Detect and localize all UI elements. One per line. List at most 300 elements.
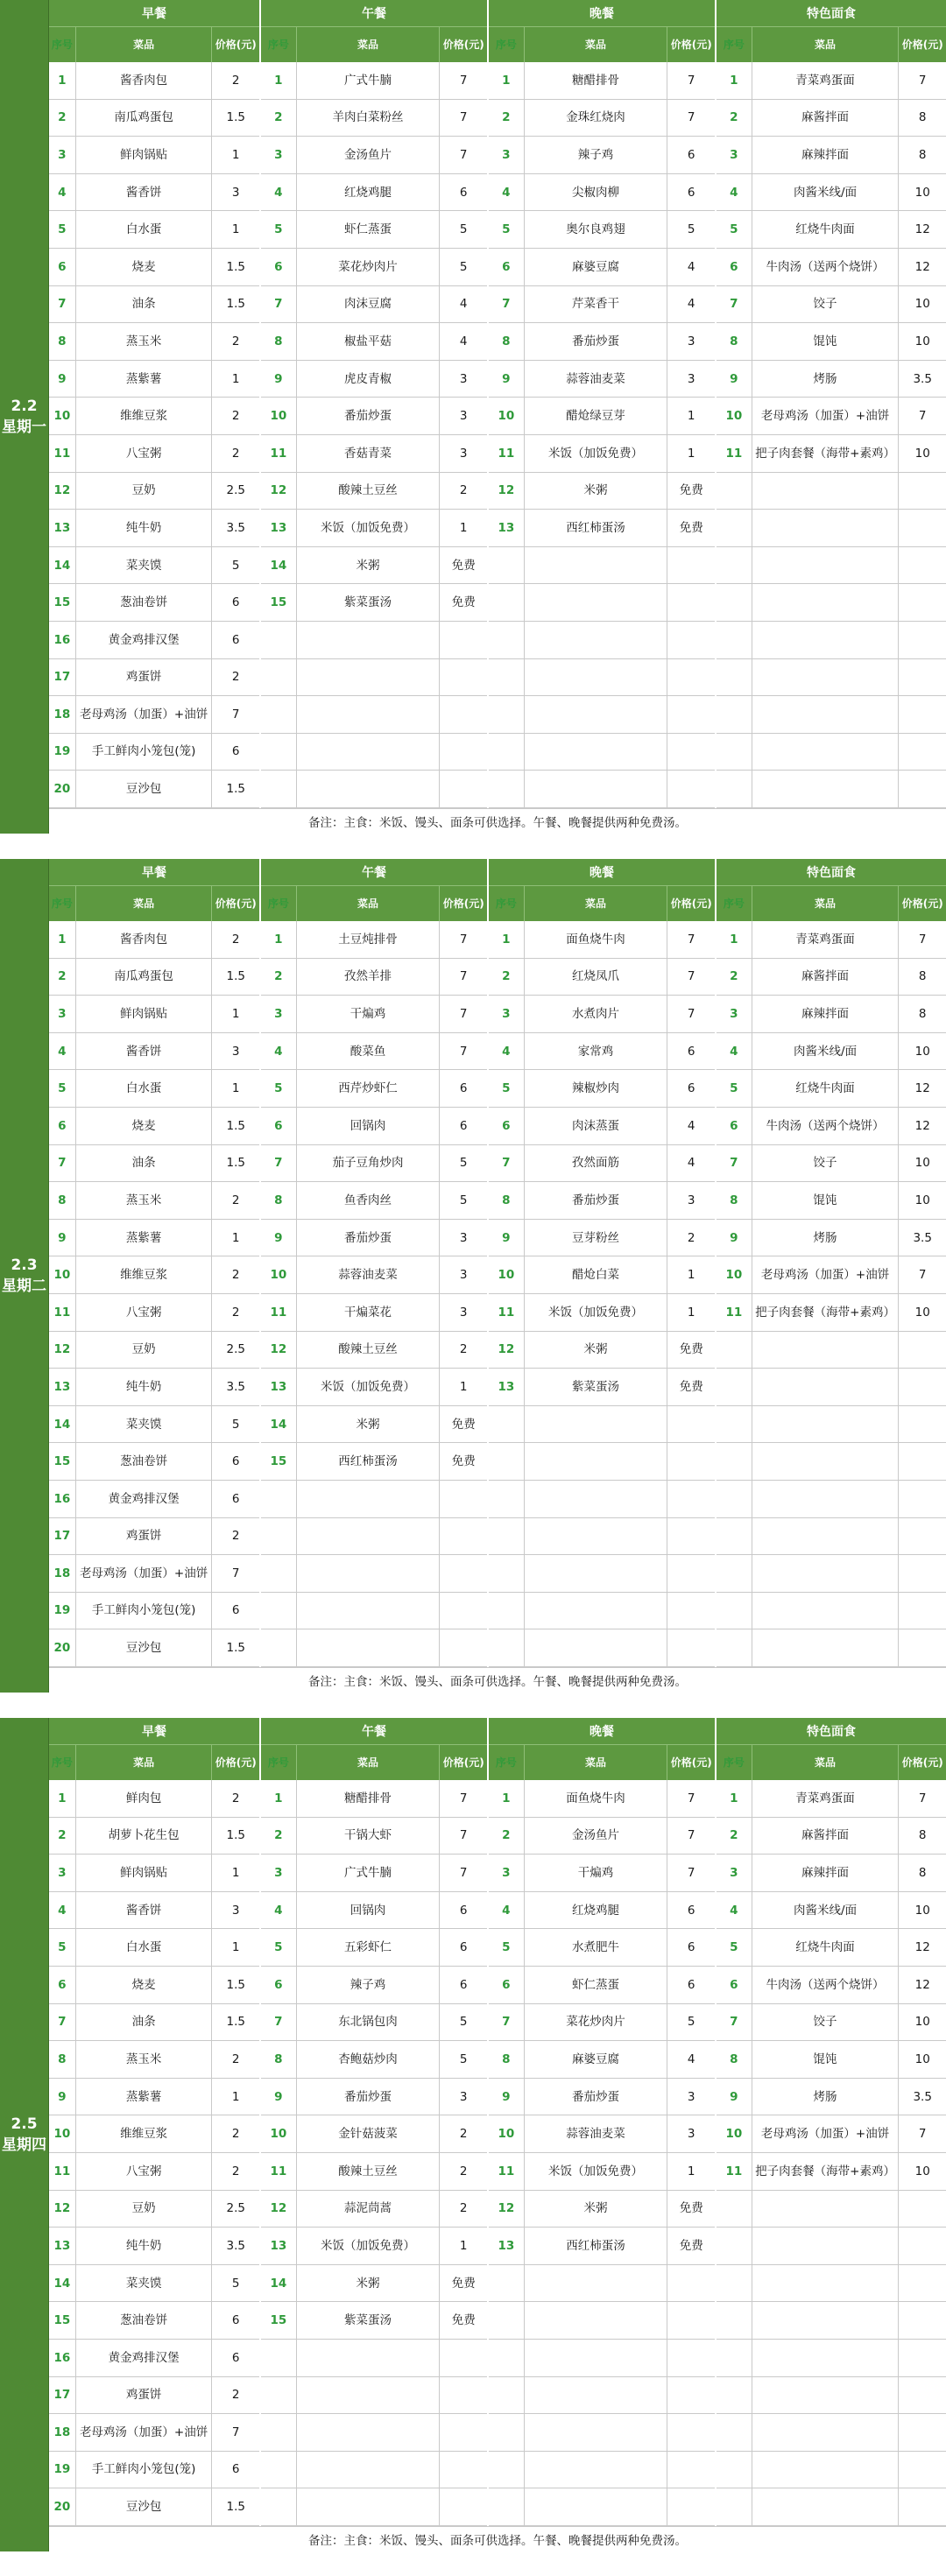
table-row xyxy=(489,2302,715,2340)
dish-price: 1.5 xyxy=(226,1118,245,1133)
row-index: 7 xyxy=(489,1145,525,1182)
dish-name: 孜然羊排 xyxy=(297,959,441,996)
col-price-header: 价格(元) xyxy=(901,897,943,910)
dish-price: 1.5 xyxy=(226,259,245,274)
table-row xyxy=(489,361,715,398)
dish-name xyxy=(752,2302,900,2339)
dish-price: 6 xyxy=(459,185,468,200)
dish-price: 3 xyxy=(231,185,240,200)
row-index: 10 xyxy=(49,1256,76,1293)
dish-price: 6 xyxy=(231,595,240,610)
table-row xyxy=(49,398,259,435)
dish-price: 6 xyxy=(231,632,240,647)
table-row xyxy=(49,1593,259,1630)
table-row xyxy=(717,473,946,510)
table-row xyxy=(261,1929,487,1967)
dish-name: 紫菜蛋汤 xyxy=(297,584,441,621)
dish-name: 蒸玉米 xyxy=(76,323,213,360)
dish-price: 2 xyxy=(231,2052,240,2066)
dish-name: 红烧牛肉面 xyxy=(752,211,900,248)
dish-name: 馄饨 xyxy=(752,1182,900,1219)
row-index xyxy=(717,1593,752,1629)
dish-name xyxy=(752,2340,900,2376)
row-index xyxy=(717,2265,752,2302)
dish-price: 免费 xyxy=(451,2276,476,2291)
col-price-header: 价格(元) xyxy=(901,1756,943,1769)
table-row xyxy=(717,510,946,547)
column-header xyxy=(717,1744,946,1780)
row-index: 4 xyxy=(489,174,525,211)
row-index: 2 xyxy=(49,959,76,996)
table-row xyxy=(717,1369,946,1406)
row-index: 3 xyxy=(49,996,76,1032)
section-title: 晚餐 xyxy=(489,0,715,26)
row-index: 10 xyxy=(489,2115,525,2152)
table-row xyxy=(489,100,715,137)
row-index: 7 xyxy=(261,2004,297,2041)
dish-price: 3.5 xyxy=(226,1379,245,1394)
dish-name: 水煮肥牛 xyxy=(525,1929,668,1966)
row-index xyxy=(717,584,752,621)
dish-price: 5 xyxy=(231,2276,240,2291)
row-index: 8 xyxy=(49,323,76,360)
dish-name: 老母鸡汤（加蛋）+油饼 xyxy=(752,1256,900,1293)
dish-name: 维维豆浆 xyxy=(76,2115,213,2152)
dish-name: 麻辣拌面 xyxy=(752,1855,900,1891)
dish-name xyxy=(752,2228,900,2264)
table-row xyxy=(261,174,487,212)
dish-price: 1 xyxy=(231,1081,240,1096)
dish-price: 6 xyxy=(231,1491,240,1506)
row-index xyxy=(717,1406,752,1443)
dish-name xyxy=(752,622,900,658)
day-weekday: 星期二 xyxy=(2,1277,46,1295)
row-index xyxy=(717,622,752,658)
dish-price: 2 xyxy=(231,1268,240,1283)
row-index: 2 xyxy=(717,959,752,996)
dish-price: 1 xyxy=(459,2238,468,2253)
table-row xyxy=(49,1332,259,1369)
dish-name: 醋炝绿豆芽 xyxy=(525,398,668,434)
dish-name: 土豆炖排骨 xyxy=(297,921,441,958)
table-row xyxy=(49,622,259,659)
dish-name xyxy=(525,2340,668,2376)
dish-name: 鲜肉锅贴 xyxy=(76,996,213,1032)
table-row xyxy=(261,2079,487,2116)
row-index: 6 xyxy=(489,1967,525,2003)
table-row xyxy=(489,2265,715,2303)
table-row xyxy=(49,510,259,547)
day-date: 2.2 xyxy=(11,398,38,415)
row-index xyxy=(261,734,297,771)
row-index xyxy=(261,1481,297,1517)
section-breakfast xyxy=(49,0,261,808)
table-row xyxy=(261,1406,487,1444)
dish-name: 茄子豆角炒肉 xyxy=(297,1145,441,1182)
dish-price: 1.5 xyxy=(226,2500,245,2515)
dish-name xyxy=(525,547,668,584)
dish-name: 豆芽粉丝 xyxy=(525,1220,668,1256)
row-index: 11 xyxy=(717,435,752,472)
dish-name: 鲜肉包 xyxy=(76,1780,213,1817)
table-row xyxy=(261,1256,487,1294)
dish-price: 10 xyxy=(914,2052,930,2066)
table-row xyxy=(717,1070,946,1108)
row-index: 12 xyxy=(489,1332,525,1369)
table-row xyxy=(261,1855,487,1892)
table-row xyxy=(49,2488,259,2526)
table-row xyxy=(261,137,487,174)
row-index: 11 xyxy=(49,435,76,472)
dish-name: 番茄炒蛋 xyxy=(297,398,441,434)
dish-price: 5 xyxy=(459,2052,468,2066)
dish-price: 1 xyxy=(231,222,240,237)
dish-name: 菜花炒肉片 xyxy=(297,249,441,285)
table-row xyxy=(261,2340,487,2377)
section-rows xyxy=(717,62,946,808)
table-row xyxy=(717,286,946,324)
table-row xyxy=(261,1145,487,1183)
table-row xyxy=(261,1481,487,1518)
table-row xyxy=(717,1892,946,1930)
row-index: 1 xyxy=(261,1780,297,1817)
col-name-header: 菜品 xyxy=(76,1745,213,1780)
section-title: 特色面食 xyxy=(717,859,946,885)
row-index xyxy=(261,2414,297,2451)
table-row xyxy=(717,2228,946,2265)
table-row xyxy=(489,1033,715,1071)
col-index-header: 序号 xyxy=(261,27,297,62)
dish-name xyxy=(525,1629,668,1666)
dish-name xyxy=(752,1555,900,1592)
dish-price: 6 xyxy=(459,1977,468,1992)
row-index: 8 xyxy=(261,323,297,360)
row-index: 2 xyxy=(261,1818,297,1855)
dish-price: 1 xyxy=(687,1305,695,1320)
dish-name xyxy=(525,1593,668,1629)
table-row xyxy=(49,1780,259,1818)
table-row xyxy=(261,2153,487,2191)
row-index xyxy=(717,696,752,733)
col-name-header: 菜品 xyxy=(525,886,668,921)
table-row xyxy=(261,1369,487,1406)
row-index xyxy=(261,2377,297,2414)
table-row xyxy=(261,584,487,622)
dish-name xyxy=(297,1593,441,1629)
dish-price xyxy=(440,734,487,771)
dish-name xyxy=(297,2340,441,2376)
row-index: 10 xyxy=(49,2115,76,2152)
table-row xyxy=(49,1629,259,1667)
dish-name: 麻婆豆腐 xyxy=(525,249,668,285)
table-row xyxy=(49,2228,259,2265)
dish-name xyxy=(297,2488,441,2525)
dish-price: 2 xyxy=(459,1342,468,1357)
row-index: 17 xyxy=(49,1518,76,1555)
row-index xyxy=(717,547,752,584)
row-index: 8 xyxy=(717,1182,752,1219)
row-index: 19 xyxy=(49,2452,76,2488)
column-header xyxy=(717,885,946,921)
dish-price: 3 xyxy=(687,2089,695,2104)
section-title: 早餐 xyxy=(49,0,259,26)
dish-price: 2 xyxy=(231,1791,240,1805)
row-index: 1 xyxy=(489,1780,525,1817)
dish-name: 西红柿蛋汤 xyxy=(525,510,668,546)
table-row xyxy=(717,771,946,808)
table-row xyxy=(489,1108,715,1145)
dish-name: 老母鸡汤（加蛋）+油饼 xyxy=(752,2115,900,2152)
table-row xyxy=(717,2488,946,2526)
dish-name: 青菜鸡蛋面 xyxy=(752,62,900,99)
dish-price xyxy=(667,1518,715,1555)
row-index: 6 xyxy=(489,1108,525,1144)
dish-price: 免费 xyxy=(451,595,476,610)
dish-name: 酱香肉包 xyxy=(76,921,213,958)
row-index: 2 xyxy=(489,959,525,996)
menu-grid xyxy=(49,859,946,1693)
dish-name xyxy=(525,1406,668,1443)
section-title: 午餐 xyxy=(261,859,487,885)
row-index: 3 xyxy=(717,137,752,173)
table-row xyxy=(49,1070,259,1108)
row-index: 6 xyxy=(489,249,525,285)
row-index: 10 xyxy=(261,1256,297,1293)
row-index: 13 xyxy=(489,510,525,546)
col-name-header: 菜品 xyxy=(76,886,213,921)
table-row xyxy=(489,659,715,697)
dish-price: 6 xyxy=(231,2313,240,2328)
dish-price: 7 xyxy=(459,932,468,947)
section-dinner xyxy=(489,0,717,808)
table-row xyxy=(489,211,715,249)
row-index xyxy=(489,1406,525,1443)
dish-price xyxy=(440,1593,487,1629)
table-row xyxy=(49,286,259,324)
dish-price xyxy=(667,2340,715,2376)
table-row xyxy=(489,996,715,1033)
dish-price: 免费 xyxy=(679,2238,703,2253)
row-index: 7 xyxy=(717,1145,752,1182)
dish-name xyxy=(297,1555,441,1592)
dish-price xyxy=(440,659,487,696)
row-index: 13 xyxy=(49,510,76,546)
section-rows xyxy=(261,1780,487,2526)
table-row xyxy=(49,1406,259,1444)
row-index: 11 xyxy=(489,2153,525,2190)
table-row xyxy=(49,1145,259,1183)
row-index xyxy=(261,1593,297,1629)
row-index: 5 xyxy=(261,211,297,248)
dish-name: 酱香饼 xyxy=(76,1892,213,1929)
row-index: 10 xyxy=(49,398,76,434)
dish-name xyxy=(752,1332,900,1369)
dish-name: 牛肉汤（送两个烧饼） xyxy=(752,1108,900,1144)
dish-name: 酸辣土豆丝 xyxy=(297,2153,441,2190)
table-row xyxy=(717,2414,946,2452)
dish-price: 免费 xyxy=(451,2313,476,2328)
dish-name: 馄饨 xyxy=(752,2041,900,2078)
dish-name: 葱油卷饼 xyxy=(76,1443,213,1480)
menu-note: 备注：主食：米饭、馒头、面条可供选择。午餐、晚餐提供两种免费汤。 xyxy=(49,808,946,834)
row-index xyxy=(489,2377,525,2414)
row-index: 9 xyxy=(489,361,525,398)
row-index xyxy=(717,1369,752,1405)
dish-name: 酱香饼 xyxy=(76,174,213,211)
table-row xyxy=(717,696,946,734)
table-row xyxy=(489,959,715,996)
dish-name xyxy=(525,2377,668,2414)
dish-name: 油条 xyxy=(76,1145,213,1182)
table-row xyxy=(717,1481,946,1518)
table-row xyxy=(261,323,487,361)
day-label xyxy=(0,0,49,834)
row-index xyxy=(717,2228,752,2264)
dish-price xyxy=(667,1443,715,1480)
row-index xyxy=(261,1518,297,1555)
dish-name xyxy=(525,771,668,807)
dish-name: 豆奶 xyxy=(76,473,213,510)
dish-price: 7 xyxy=(459,1791,468,1805)
row-index: 19 xyxy=(49,734,76,771)
col-price-header: 价格(元) xyxy=(215,38,257,51)
dish-price: 1 xyxy=(459,520,468,535)
table-row xyxy=(717,996,946,1033)
table-row xyxy=(49,137,259,174)
table-row xyxy=(261,1108,487,1145)
table-row xyxy=(49,2115,259,2153)
dish-price xyxy=(440,2377,487,2414)
row-index: 12 xyxy=(261,1332,297,1369)
dish-name xyxy=(297,659,441,696)
dish-name: 番茄炒蛋 xyxy=(525,2079,668,2115)
table-row xyxy=(261,1332,487,1369)
row-index: 5 xyxy=(261,1070,297,1107)
dish-name: 豆沙包 xyxy=(76,1629,213,1666)
dish-name xyxy=(525,584,668,621)
dish-name xyxy=(752,1593,900,1629)
table-row xyxy=(261,100,487,137)
dish-name: 白水蛋 xyxy=(76,1929,213,1966)
row-index xyxy=(717,2488,752,2525)
table-row xyxy=(49,174,259,212)
dish-price xyxy=(667,622,715,658)
row-index: 4 xyxy=(261,1892,297,1929)
dish-price: 3 xyxy=(687,1193,695,1207)
table-row xyxy=(717,2079,946,2116)
menu-grid xyxy=(49,0,946,834)
dish-price xyxy=(667,1629,715,1666)
dish-price: 2 xyxy=(231,334,240,348)
table-row xyxy=(717,398,946,435)
table-row xyxy=(489,2079,715,2116)
dish-name: 烧麦 xyxy=(76,1108,213,1144)
dish-price: 7 xyxy=(459,1044,468,1059)
dish-price: 1.5 xyxy=(226,1977,245,1992)
dish-name: 米粥 xyxy=(525,1332,668,1369)
dish-name xyxy=(752,473,900,510)
row-index: 8 xyxy=(49,2041,76,2078)
row-index: 14 xyxy=(49,547,76,584)
table-row xyxy=(489,696,715,734)
dish-price: 6 xyxy=(687,1940,695,1955)
dish-price xyxy=(899,584,946,621)
dish-price: 8 xyxy=(918,969,927,984)
row-index: 5 xyxy=(261,1929,297,1966)
table-row xyxy=(261,211,487,249)
dish-name xyxy=(752,510,900,546)
table-row xyxy=(717,2004,946,2042)
row-index: 2 xyxy=(489,1818,525,1855)
table-row xyxy=(49,2265,259,2303)
table-row xyxy=(489,2340,715,2377)
dish-name xyxy=(525,622,668,658)
dish-price xyxy=(899,2414,946,2451)
row-index: 11 xyxy=(261,435,297,472)
row-index: 7 xyxy=(717,2004,752,2041)
dish-price: 1.5 xyxy=(226,297,245,312)
dish-price: 4 xyxy=(687,1156,695,1171)
row-index xyxy=(717,1518,752,1555)
dish-price xyxy=(440,2452,487,2488)
dish-price: 免费 xyxy=(451,558,476,573)
dish-price xyxy=(440,2488,487,2525)
section-title: 特色面食 xyxy=(717,1718,946,1744)
dish-name: 回锅肉 xyxy=(297,1108,441,1144)
dish-price: 4 xyxy=(687,259,695,274)
dish-name: 米粥 xyxy=(525,2191,668,2228)
table-row xyxy=(489,1182,715,1220)
table-row xyxy=(717,1818,946,1855)
row-index xyxy=(489,2265,525,2302)
row-index: 12 xyxy=(489,473,525,510)
dish-price: 6 xyxy=(687,1977,695,1992)
section-lunch xyxy=(261,1718,489,2526)
row-index: 3 xyxy=(261,1855,297,1891)
dish-price: 5 xyxy=(459,222,468,237)
dish-price: 5 xyxy=(459,1193,468,1207)
dish-name xyxy=(752,1481,900,1517)
table-row xyxy=(717,584,946,622)
dish-price: 7 xyxy=(687,73,695,88)
dish-price: 7 xyxy=(687,1006,695,1021)
dish-name: 米粥 xyxy=(297,2265,441,2302)
table-row xyxy=(49,1892,259,1930)
column-header xyxy=(49,26,259,62)
menu-sections xyxy=(49,1718,946,2526)
dish-name xyxy=(752,696,900,733)
table-row xyxy=(49,1294,259,1332)
dish-price xyxy=(899,2452,946,2488)
section-noodle xyxy=(717,859,946,1667)
dish-name: 酸菜鱼 xyxy=(297,1033,441,1070)
dish-name: 东北锅包肉 xyxy=(297,2004,441,2041)
table-row xyxy=(717,361,946,398)
dish-price: 8 xyxy=(918,1865,927,1880)
table-row xyxy=(489,1929,715,1967)
table-row xyxy=(489,1481,715,1518)
table-row xyxy=(717,1332,946,1369)
col-index-header: 序号 xyxy=(489,27,525,62)
dish-price: 6 xyxy=(231,1603,240,1618)
dish-name: 红烧凤爪 xyxy=(525,959,668,996)
dish-name: 烤肠 xyxy=(752,2079,900,2115)
col-name-header: 菜品 xyxy=(752,27,900,62)
table-row xyxy=(717,1108,946,1145)
dish-name: 酱香肉包 xyxy=(76,62,213,99)
col-index-header: 序号 xyxy=(489,1745,525,1780)
row-index: 5 xyxy=(717,1929,752,1966)
